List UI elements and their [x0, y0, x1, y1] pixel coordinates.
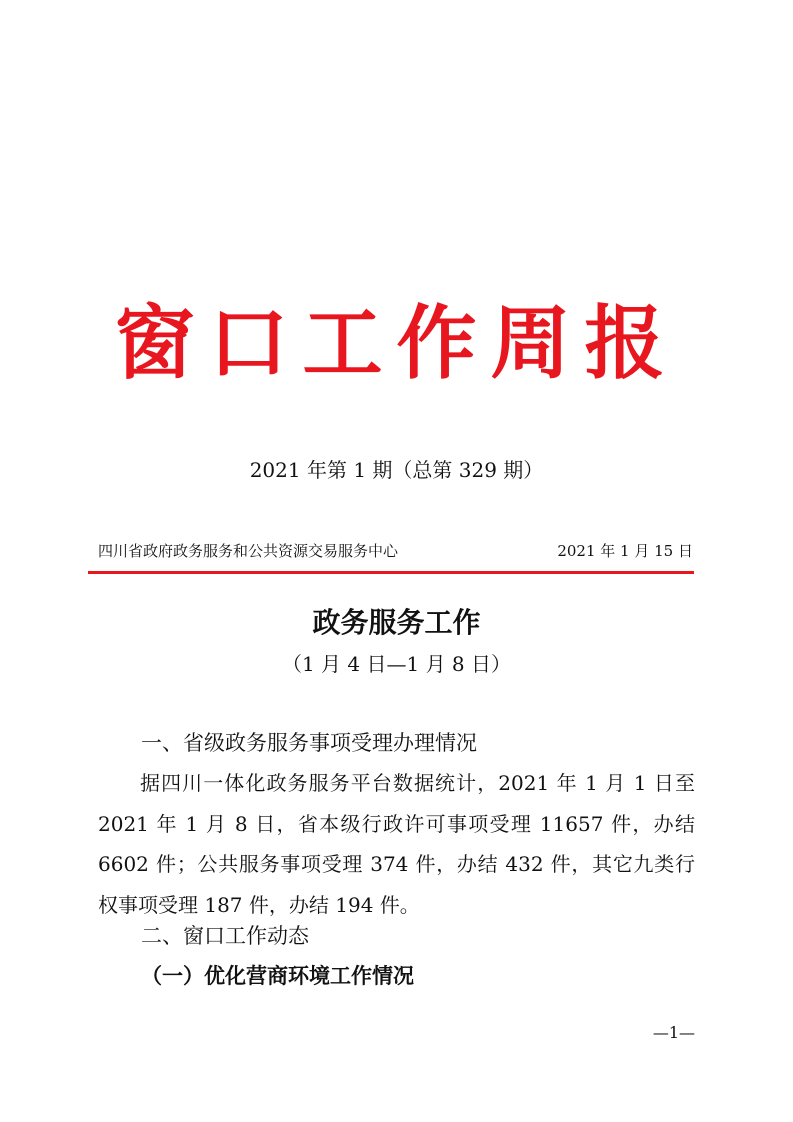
subsection-heading-1: （一）优化营商环境工作情况 [141, 963, 414, 988]
red-divider [88, 571, 694, 574]
date-range: （1 月 4 日—1 月 8 日） [281, 652, 512, 676]
section-heading-1: 一、省级政务服务事项受理办理情况 [141, 731, 477, 755]
section-1-paragraph: 据四川一体化政务服务平台数据统计，2021 年 1 月 1 日至 2021 年 1 月 8 日，省本级行政许可事项受理 11657 件，办结 6602 件；公共服务事项受理 374 件，办结 432 件，其它九类行权事项受理 187 件，办结 194 件。 [98, 771, 695, 917]
publish-date: 2021 年 1 月 15 日 [557, 542, 693, 560]
page-number: —1— [652, 1023, 695, 1042]
publisher-line [98, 539, 693, 563]
issue-number: 2021 年第 1 期（总第 329 期） [249, 458, 544, 482]
section-heading-2: 二、窗口工作动态 [141, 924, 309, 948]
publisher-name: 四川省政府政务服务和公共资源交易服务中心 [98, 542, 399, 560]
document-title: 政务服务工作 [312, 606, 481, 639]
report-masthead: 窗口工作周报 [114, 296, 679, 390]
